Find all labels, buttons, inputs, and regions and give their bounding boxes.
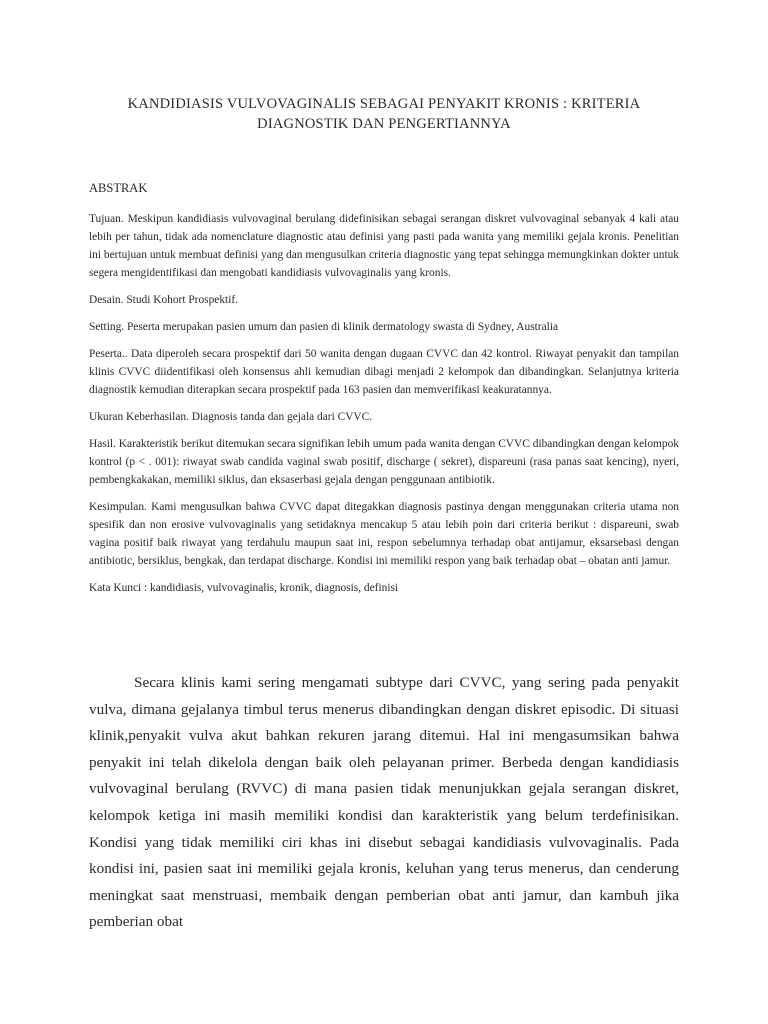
abstract-keywords: Kata Kunci : kandidiasis, vulvovaginalis, kronik, diagnosis, definisi xyxy=(89,582,399,594)
abstract-objective: Tujuan. Meskipun kandidiasis vulvovaginal berulang didefinisikan sebagai serangan diskret vulvovaginal sebanyak 4 kali atau lebih per tahun, tidak ada nomenclature diagnostic atau definisi yang pasti pada wanita yang memiliki gejala kronis. Penelitian ini bertujuan untuk membuat definisi yang dan mengusulkan criteria diagnostic yang tepat sehingga memungkinkan dokter untuk segera mengidentifikasi dan mengobati kandidiasis vulvovaginalis yang kronis. xyxy=(89,213,679,279)
body-section xyxy=(89,670,679,1024)
body-paragraph: Secara klinis kami sering mengamati subtype dari CVVC, yang sering pada penyakit vulva, dimana gejalanya timbul terus menerus dibandingkan dengan diskret episodic. Di situasi klinik,penyakit vulva akut bahkan rekuren jarang ditemui. Hal ini mengasumsikan bahwa penyakit ini telah dikelola dengan baik oleh pelayanan primer. Berbeda dengan kandidiasis vulvovaginal berulang (RVVC) di mana pasien tidak menunjukkan gejala serangan diskret, kelompok ketiga ini masih memiliki kondisi dan karakteristik yang belum terdefinisikan. Kondisi yang tidak memiliki ciri khas ini disebut sebagai kandidiasis vulvovaginalis. Pada kondisi ini, pasien saat ini memiliki gejala kronis, keluhan yang terus menerus, dan cenderung meningkat saat menstruasi, membaik dengan pemberian obat anti jamur, dan kambuh jika pemberian obat xyxy=(89,674,679,931)
abstract-conclusion: Kesimpulan. Kami mengusulkan bahwa CVVC dapat ditegakkan diagnosis pastinya dengan menggunakan criteria utama non spesifik dan non erosive vulvovaginalis yang setidaknya mencakup 5 atau lebih poin dari criteria berikut : dispareuni, swab vagina positif baik riwayat yang terdahulu maupun saat ini, respon sebelumnya terhadap obat antijamur, eksarsebasi dengan antibiotic, bersiklus, bengkak, dan terdapat discharge. Kondisi ini memiliki respon yang baik terhadap obat – obatan anti jamur. xyxy=(89,501,679,567)
abstract-outcome-measures: Ukuran Keberhasilan. Diagnosis tanda dan gejala dari CVVC. xyxy=(89,411,373,423)
abstract-heading: ABSTRAK xyxy=(89,181,148,195)
abstract-results: Hasil. Karakteristik berikut ditemukan secara signifikan lebih umum pada wanita dengan CVVC dibandingkan dengan kelompok kontrol (p < . 001): riwayat swab candida vaginal swab positif, discharge ( sekret), dispareuni (rasa panas saat kencing), nyeri, pembengkakakan, memiliki siklus, dan eksaserbasi gejala dengan penggunaan antibiotik. xyxy=(89,438,679,486)
abstract-participants: Peserta.. Data diperoleh secara prospektif dari 50 wanita dengan dugaan CVVC dan 42 kontrol. Riwayat penyakit dan tampilan klinis CVVC diidentifikasi oleh konsensus ahli kemudian dibagi menjadi 2 kelompok dan dibandingkan. Selanjutnya kriteria diagnostik kemudian diterapkan secara prospektif pada 163 pasien dan memverifikasi keakuratannya. xyxy=(89,348,679,396)
abstract-setting: Setting. Peserta merupakan pasien umum dan pasien di klinik dermatology swasta di Sydney, Australia xyxy=(89,321,559,333)
abstract-design: Desain. Studi Kohort Prospektif. xyxy=(89,294,239,306)
document-title: KANDIDIASIS VULVOVAGINALIS SEBAGAI PENYAKIT KRONIS : KRITERIA DIAGNOSTIK DAN PENGERTIANNYA xyxy=(127,96,641,132)
abstract-section xyxy=(89,180,679,606)
